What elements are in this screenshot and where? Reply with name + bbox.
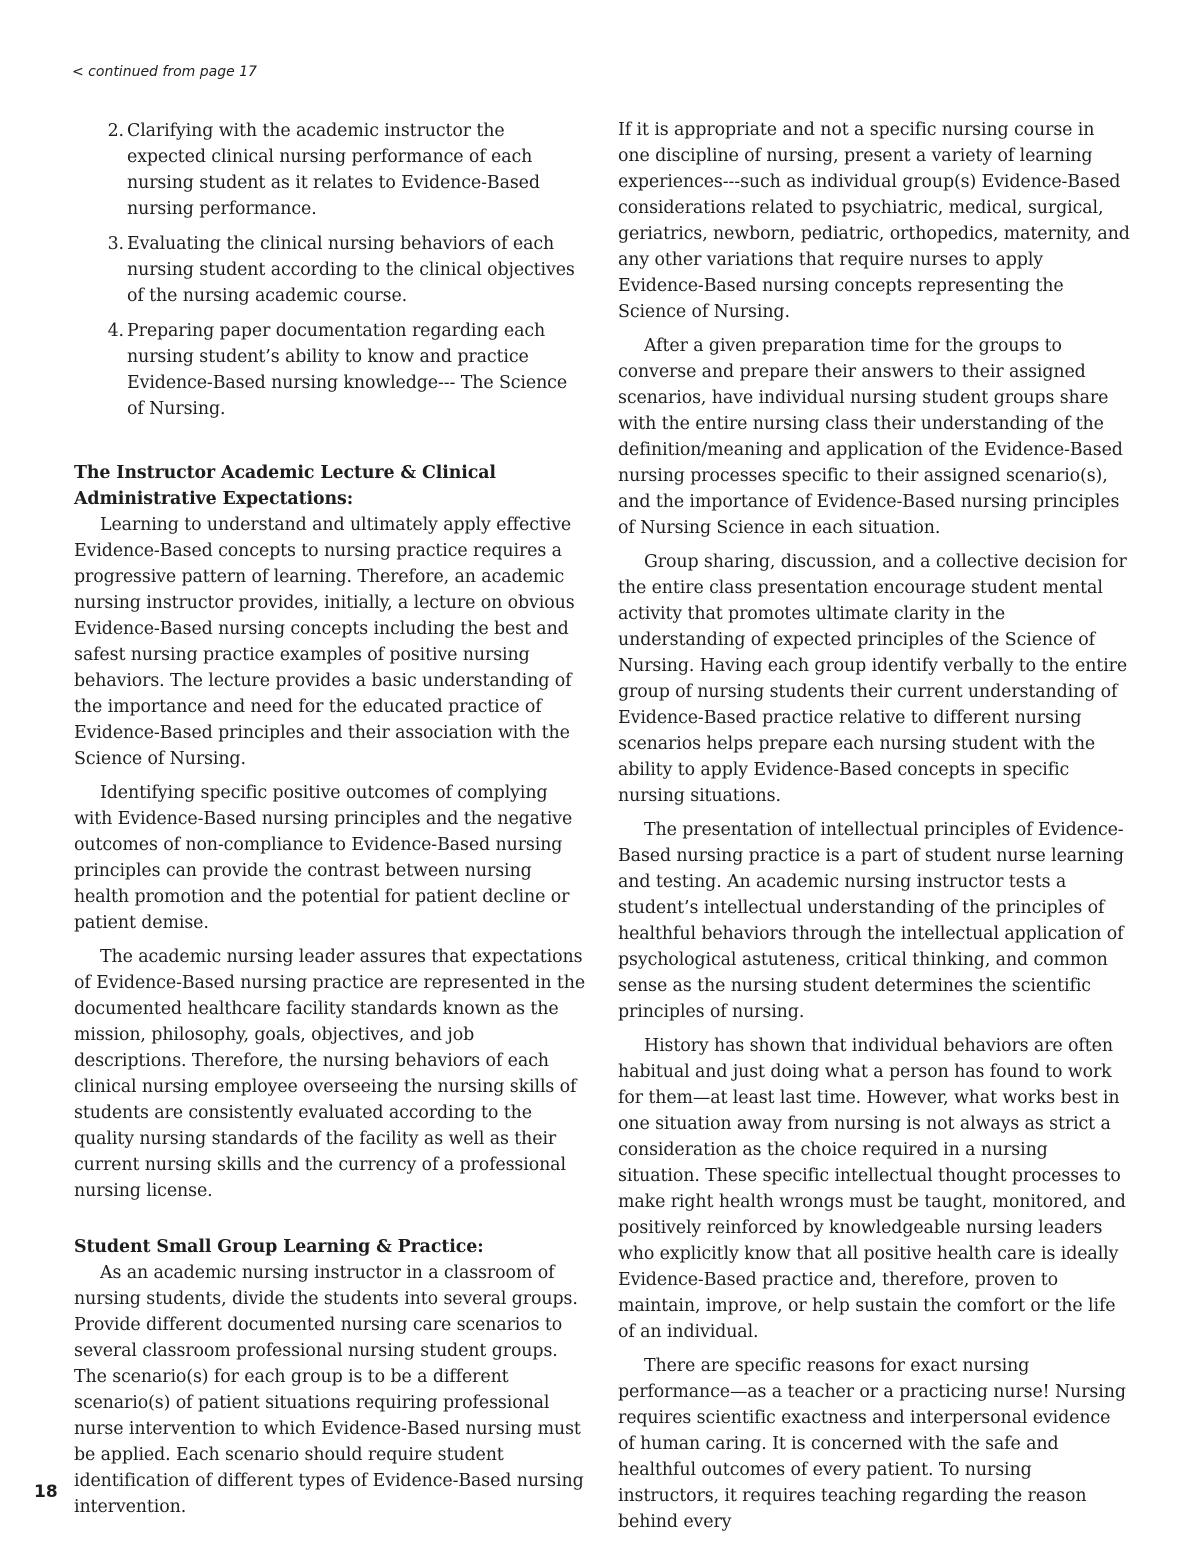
- list-item: [74, 231, 588, 309]
- list-item-text: Clarifying with the academic instructor the expected clinical nursing performance of each nursing student as it relates to Evidence-Based nursing performance.: [127, 121, 540, 219]
- list-item-text: Evaluating the clinical nursing behaviors of each nursing student according to the clinical objectives of the nursing academic course.: [127, 234, 575, 306]
- left-column: [74, 118, 588, 1528]
- numbered-list: [74, 118, 588, 422]
- body-paragraph: As an academic nursing instructor in a classroom of nursing students, divide the students into several groups. Provide different documented nursing care scenarios to several classroom professional nursing student groups. The scenario(s) for each group is to be a different scenario(s) of patient situations requiring professional nurse intervention to which Evidence-Based nursing must be applied. Each scenario should require student identification of different types of Evidence-Based nursing intervention.: [74, 1263, 584, 1517]
- body-paragraph: If it is appropriate and not a specific nursing course in one discipline of nursing, present a variety of learning experiences---such as individual group(s) Evidence-Based considerations related to psychiatric, medical, surgical, geriatrics, newborn, pediatric, orthopedics, maternity, and any other variations that require nurses to apply Evidence-Based nursing concepts representing the Science of Nursing.: [618, 120, 1130, 322]
- right-column: [618, 117, 1130, 1543]
- body-paragraph: There are specific reasons for exact nursing performance—as a teacher or a practicing nurse! Nursing requires scientific exactness and interpersonal evidence of human caring. It is concerned with the safe and healthful outcomes of every patient. To nursing instructors, it requires teaching regarding the reason behind every: [618, 1356, 1126, 1532]
- list-item-number: 4.: [107, 321, 124, 341]
- body-paragraph: Learning to understand and ultimately apply effective Evidence-Based concepts to nursing practice requires a progressive pattern of learning. Therefore, an academic nursing instructor provides, initially, a lecture on obvious Evidence-Based nursing concepts including the best and safest nursing practice examples of positive nursing behaviors. The lecture provides a basic understanding of the importance and need for the educated practice of Evidence-Based principles and their association with the Science of Nursing.: [74, 515, 575, 769]
- body-paragraph: History has shown that individual behaviors are often habitual and just doing what a person has found to work for them—at least last time. However, what works best in one situation away from nursing is not always as strict a consideration as the choice required in a nursing situation. These specific intellectual thought processes to make right health wrongs must be taught, monitored, and positively reinforced by knowledgeable nursing leaders who explicitly know that all positive health care is ideally Evidence-Based practice and, therefore, proven to maintain, improve, or help sustain the comfort or the life of an individual.: [618, 1036, 1126, 1342]
- section-heading-small-group: Student Small Group Learning & Practice:: [74, 1237, 484, 1257]
- section-heading-instructor-lecture: The Instructor Academic Lecture & Clinical Administrative Expectations:: [74, 463, 496, 509]
- list-item-number: 2.: [107, 121, 124, 141]
- list-item-number: 3.: [107, 234, 124, 254]
- body-paragraph: The academic nursing leader assures that expectations of Evidence-Based nursing practice are represented in the documented healthcare facility standards known as the mission, philosophy, goals, objectives, and job descriptions. Therefore, the nursing behaviors of each clinical nursing employee overseeing the nursing skills of students are consistently evaluated according to the quality nursing standards of the facility as well as their current nursing skills and the currency of a professional nursing license.: [74, 947, 586, 1201]
- list-item: [74, 318, 588, 422]
- list-item-text: Preparing paper documentation regarding each nursing student’s ability to know and practice Evidence-Based nursing knowledge--- The Science of Nursing.: [127, 321, 568, 419]
- page-number: 18: [34, 1482, 58, 1502]
- continued-from-note: < continued from page 17: [72, 64, 257, 80]
- list-item: [74, 118, 588, 222]
- body-paragraph: Group sharing, discussion, and a collective decision for the entire class presentation encourage student mental activity that promotes ultimate clarity in the understanding of expected principles of the Science of Nursing. Having each group identify verbally to the entire group of nursing students their current understanding of Evidence-Based practice relative to different nursing scenarios helps prepare each nursing student with the ability to apply Evidence-Based concepts in specific nursing situations.: [618, 552, 1128, 806]
- body-paragraph: After a given preparation time for the groups to converse and prepare their answers to their assigned scenarios, have individual nursing student groups share with the entire nursing class their understanding of the definition/meaning and application of the Evidence-Based nursing processes specific to their assigned scenario(s), and the importance of Evidence-Based nursing principles of Nursing Science in each situation.: [618, 336, 1123, 538]
- body-paragraph: Identifying specific positive outcomes of complying with Evidence-Based nursing principles and the negative outcomes of non-compliance to Evidence-Based nursing principles can provide the contrast between nursing health promotion and the potential for patient decline or patient demise.: [74, 783, 573, 933]
- body-paragraph: The presentation of intellectual principles of Evidence-Based nursing practice is a part of student nurse learning and testing. An academic nursing instructor tests a student’s intellectual understanding of the principles of healthful behaviors through the intellectual application of psychological astuteness, critical thinking, and common sense as the nursing student determines the scientific principles of nursing.: [618, 820, 1124, 1022]
